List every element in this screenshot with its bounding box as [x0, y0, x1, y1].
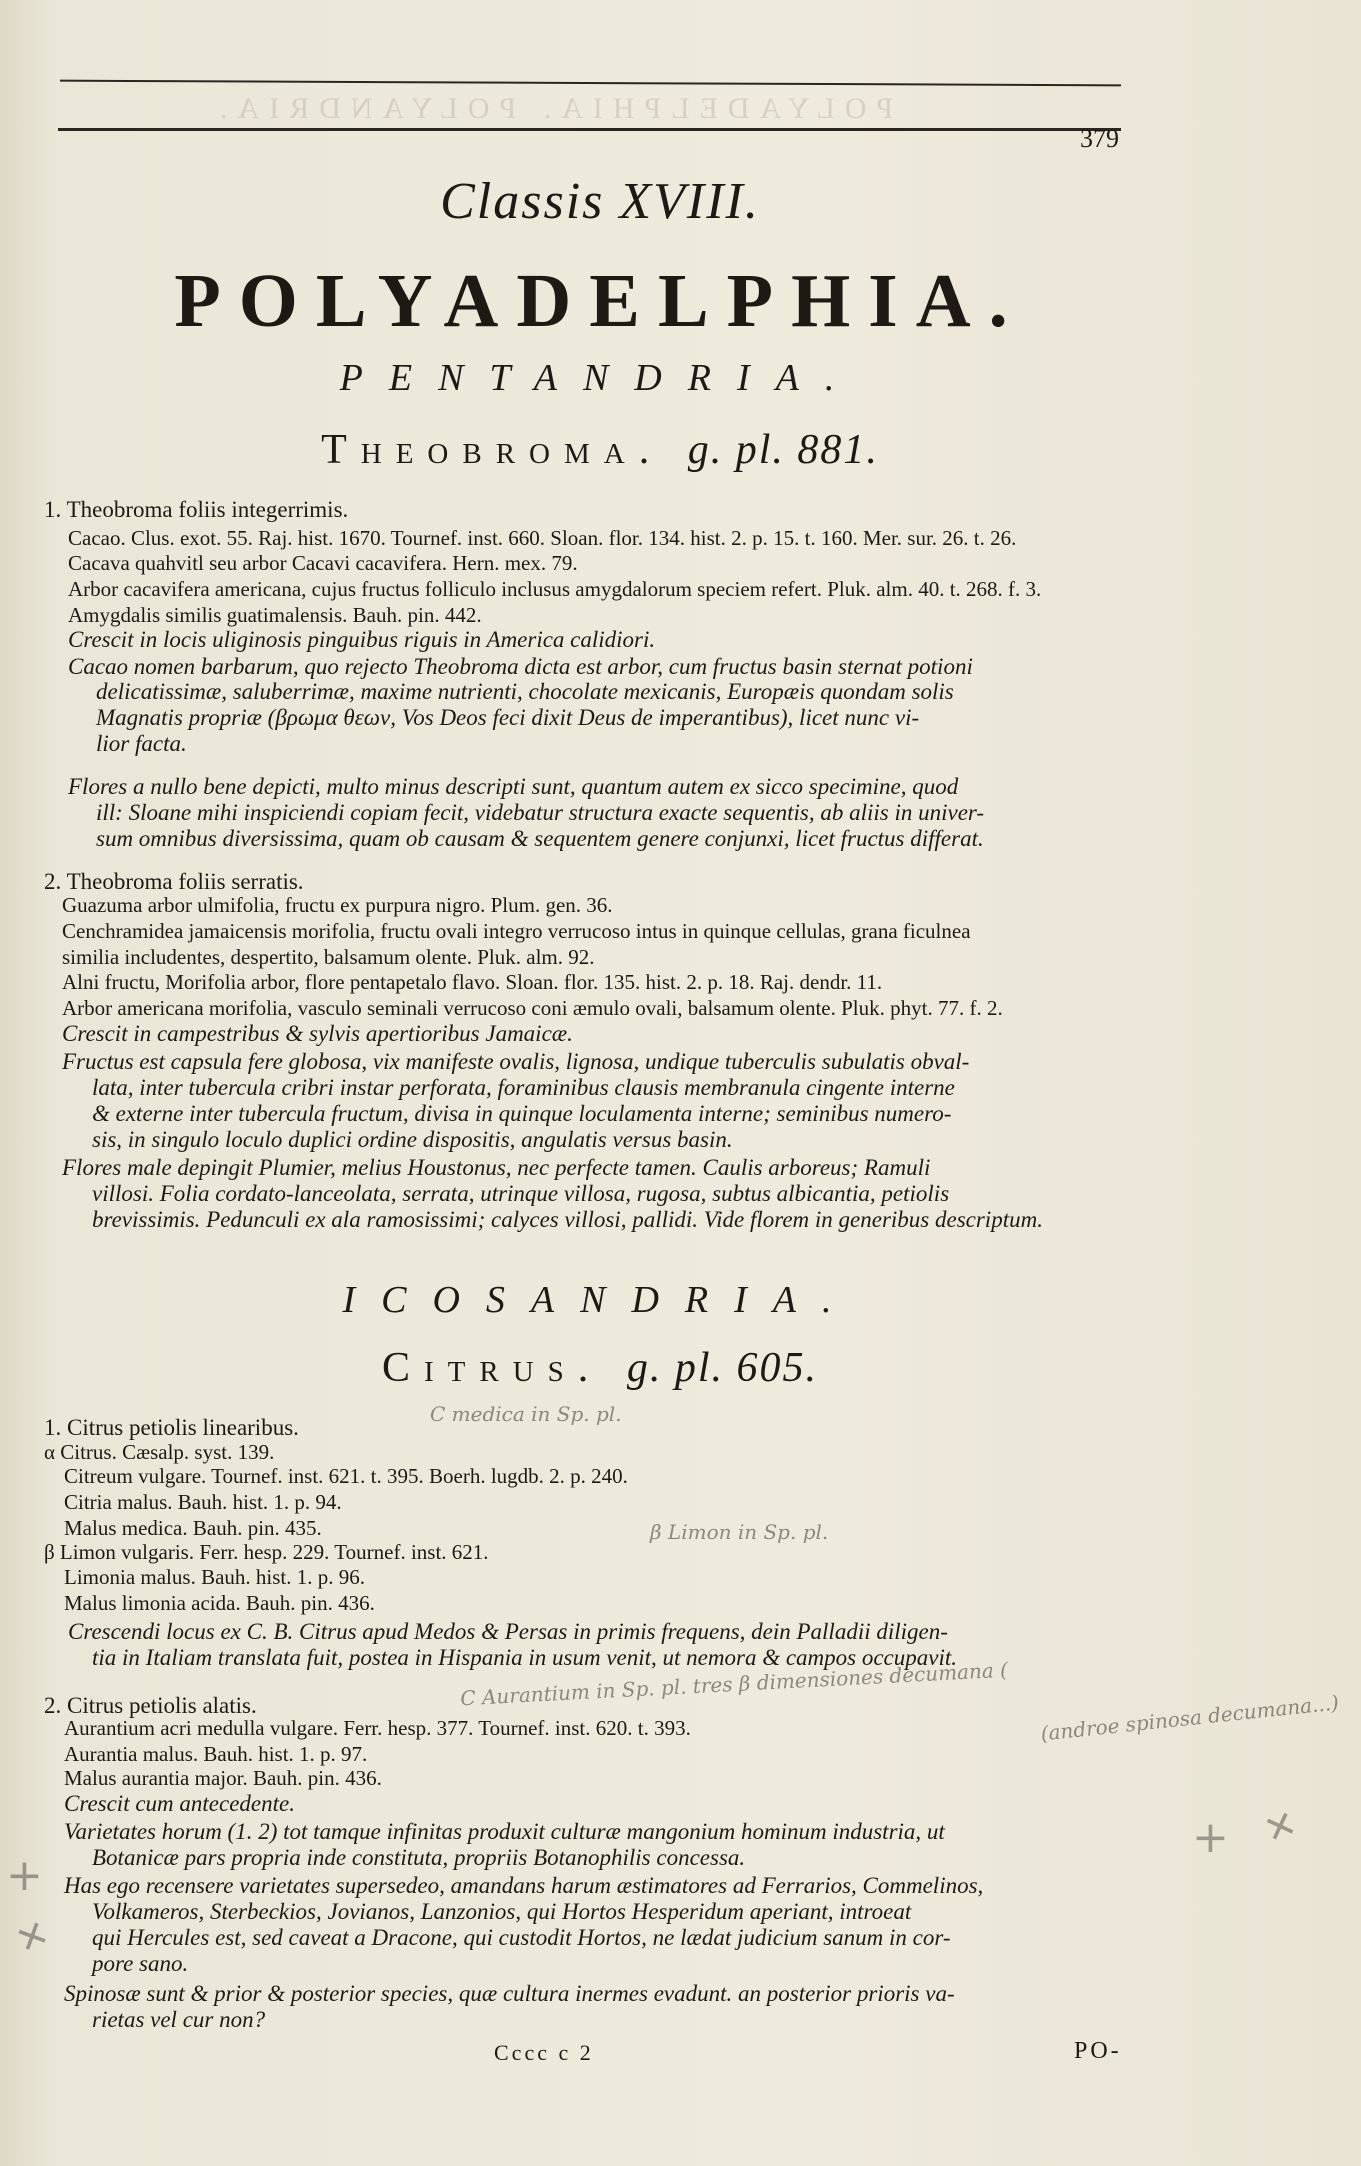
catchword: PO- — [1074, 2038, 1122, 2064]
text-line: delicatissimæ, saluberrimæ, maxime nutrienti, chocolate mexicanis, Europæis quondam solis — [96, 679, 954, 704]
text-line: 2. Theobroma foliis serratis. — [44, 869, 304, 894]
handwritten-note: C medica in Sp. pl. — [430, 1402, 622, 1426]
text-line: Spinosæ sunt & prior & posterior species, quæ cultura inermes evadunt. an posterior prioris va- — [64, 1981, 955, 2006]
class-title: POLYADELPHIA. — [174, 259, 1026, 343]
text-line: Alni fructu, Morifolia arbor, flore pentapetalo flavo. Sloan. flor. 135. hist. 2. p. 18. Raj. dendr. 11. — [62, 970, 883, 994]
text-line: Crescit in campestribus & sylvis apertioribus Jamaicæ. — [62, 1021, 573, 1046]
text-line: Malus aurantia major. Bauh. pin. 436. — [64, 1766, 382, 1790]
signature-mark: Cccc c 2 — [494, 2040, 594, 2065]
genus-name: Theobroma. — [321, 427, 664, 473]
text-line: sum omnibus diversissima, quam ob causam & sequentem genere conjunxi, licet fructus differat. — [96, 826, 984, 851]
margin-mark: + — [1192, 1812, 1229, 1863]
text-line: ill: Sloane mihi inspiciendi copiam fecit, videbatur structura exacte sequentis, ab aliis in univer- — [96, 800, 985, 825]
genus-heading — [0, 1344, 1200, 1392]
classis-heading: Classis XVIII. — [440, 173, 760, 230]
text-line: α Citrus. Cæsalp. syst. 139. — [44, 1440, 275, 1464]
text-line: Volkameros, Sterbeckios, Jovianos, Lanzonios, qui Hortos Hesperidum aperiant, introeat — [92, 1899, 912, 1924]
genus-reference: g. pl. 881. — [687, 427, 879, 473]
text-line: Has ego recensere varietates supersedeo, amandans harum æstimatores ad Ferrarios, Commelinos, — [64, 1873, 984, 1898]
text-line: villosi. Folia cordato-lanceolata, serrata, utrinque villosa, rugosa, subtus albicantia, petiolis — [92, 1181, 950, 1206]
text-line: Aurantia malus. Bauh. hist. 1. p. 97. — [64, 1742, 368, 1766]
order-heading: PENTANDRIA. — [339, 357, 861, 399]
genus-name: Citrus. — [382, 1345, 603, 1391]
text-line: & externe inter tubercula fructum, divisa in quinque loculamenta interne; seminibus numero- — [92, 1101, 952, 1126]
text-line: Flores male depingit Plumier, melius Houstonus, nec perfecte tamen. Caulis arboreus; Ramuli — [62, 1155, 931, 1180]
margin-mark: + — [6, 1850, 43, 1901]
text-line: Limonia malus. Bauh. hist. 1. p. 96. — [64, 1565, 365, 1589]
header-rule-bottom — [58, 128, 1121, 131]
text-line: Cenchramidea jamaicensis morifolia, fructu ovali integro verrucoso intus in quinque cellulas, grana ficulnea — [62, 919, 971, 943]
text-line: Cacao. Clus. exot. 55. Raj. hist. 1670. Tournef. inst. 660. Sloan. flor. 134. hist. 2. p. 15. t. 160. Mer. sur. 26. t. 26. — [68, 526, 1017, 550]
text-line: Guazuma arbor ulmifolia, fructu ex purpura nigro. Plum. gen. 36. — [62, 893, 613, 917]
text-line: β Limon vulgaris. Ferr. hesp. 229. Tournef. inst. 621. — [44, 1540, 489, 1564]
text-line: sis, in singulo loculo duplici ordine dispositis, angulatis versus basin. — [92, 1127, 733, 1152]
text-line: Crescit in locis uliginosis pinguibus riguis in America calidiori. — [68, 627, 656, 652]
order-heading: ICOSANDRIA. — [342, 1279, 858, 1321]
margin-mark: + — [6, 1905, 59, 1966]
text-line: lior facta. — [96, 731, 187, 756]
text-line: 1. Theobroma foliis integerrimis. — [44, 497, 349, 522]
text-line: Citria malus. Bauh. hist. 1. p. 94. — [64, 1490, 342, 1514]
text-line: Flores a nullo bene depicti, multo minus descripti sunt, quantum autem ex sicco specimine, quod — [68, 774, 959, 799]
text-line: Arbor americana morifolia, vasculo seminali verrucoso coni æmulo ovali, balsamum olente. Pluk. phyt. 77. f. 2. — [62, 996, 1003, 1020]
handwritten-note: (androe spinosa decumana...) — [1039, 1690, 1340, 1746]
text-line: Citreum vulgare. Tournef. inst. 621. t. 395. Boerh. lugdb. 2. p. 240. — [64, 1464, 628, 1488]
text-line: Cacao nomen barbarum, quo rejecto Theobroma dicta est arbor, cum fructus basin sternat potioni — [68, 654, 973, 679]
margin-mark: + — [1252, 1794, 1308, 1857]
text-line: Botanicæ pars propria inde constituta, propriis Botanophilis concessa. — [92, 1845, 746, 1870]
header-rule-top — [60, 80, 1121, 87]
text-line: brevissimis. Pedunculi ex ala ramosissimi; calyces villosi, pallidi. Vide florem in generibus descriptum. — [92, 1207, 1043, 1232]
bleed-through-text: POLYADELPHIA. POLYANDRIA. — [210, 92, 894, 125]
genus-reference: g. pl. 605. — [626, 1345, 818, 1391]
handwritten-note: C Aurantium in Sp. pl. tres β dimensiones decumana ( — [459, 1657, 1009, 1711]
text-line: Cacava quahvitl seu arbor Cacavi cacavifera. Hern. mex. 79. — [68, 551, 578, 575]
text-line: Varietates horum (1. 2) tot tamque infinitas produxit culturæ mangonium hominum industria, ut — [64, 1819, 945, 1844]
text-line: Malus limonia acida. Bauh. pin. 436. — [64, 1591, 375, 1615]
text-line: Fructus est capsula fere globosa, vix manifeste ovalis, lignosa, undique tuberculis subulatis obval- — [62, 1049, 970, 1074]
page-number: 379 — [1080, 124, 1119, 153]
text-line: lata, inter tubercula cribri instar perforata, foraminibus clausis membranula cingente interne — [92, 1075, 955, 1100]
text-line: 1. Citrus petiolis linearibus. — [44, 1415, 299, 1440]
text-line: qui Hercules est, sed caveat a Dracone, qui custodit Hortos, ne lædat judicium sanum in cor- — [92, 1925, 951, 1950]
text-line: Malus medica. Bauh. pin. 435. — [64, 1516, 322, 1540]
text-line: Arbor cacavifera americana, cujus fructus folliculo inclusus amygdalorum speciem refert. Pluk. alm. 40. t. 268. f. 3. — [68, 577, 1042, 601]
handwritten-note: β Limon in Sp. pl. — [650, 1520, 829, 1544]
text-line: Magnatis propriæ (βρωμα θεων, Vos Deos feci dixit Deus de imperantibus), licet nunc vi- — [96, 705, 920, 730]
genus-heading — [0, 426, 1200, 474]
text-line: Aurantium acri medulla vulgare. Ferr. hesp. 377. Tournef. inst. 620. t. 393. — [64, 1716, 691, 1740]
text-line: 2. Citrus petiolis alatis. — [44, 1693, 257, 1718]
text-line: Crescit cum antecedente. — [64, 1791, 295, 1816]
text-line: similia includentes, despertito, balsamum olente. Pluk. alm. 92. — [62, 945, 595, 969]
text-line: pore sano. — [92, 1951, 189, 1976]
text-line: rietas vel cur non? — [92, 2007, 266, 2032]
text-line: Amygdalis similis guatimalensis. Bauh. pin. 442. — [68, 603, 482, 627]
text-line: Crescendi locus ex C. B. Citrus apud Medos & Persas in primis frequens, dein Palladii diligen- — [68, 1619, 948, 1644]
text-line: tia in Italiam translata fuit, postea in Hispania in usum venit, ut nemora & campos occupavit. — [92, 1645, 958, 1670]
